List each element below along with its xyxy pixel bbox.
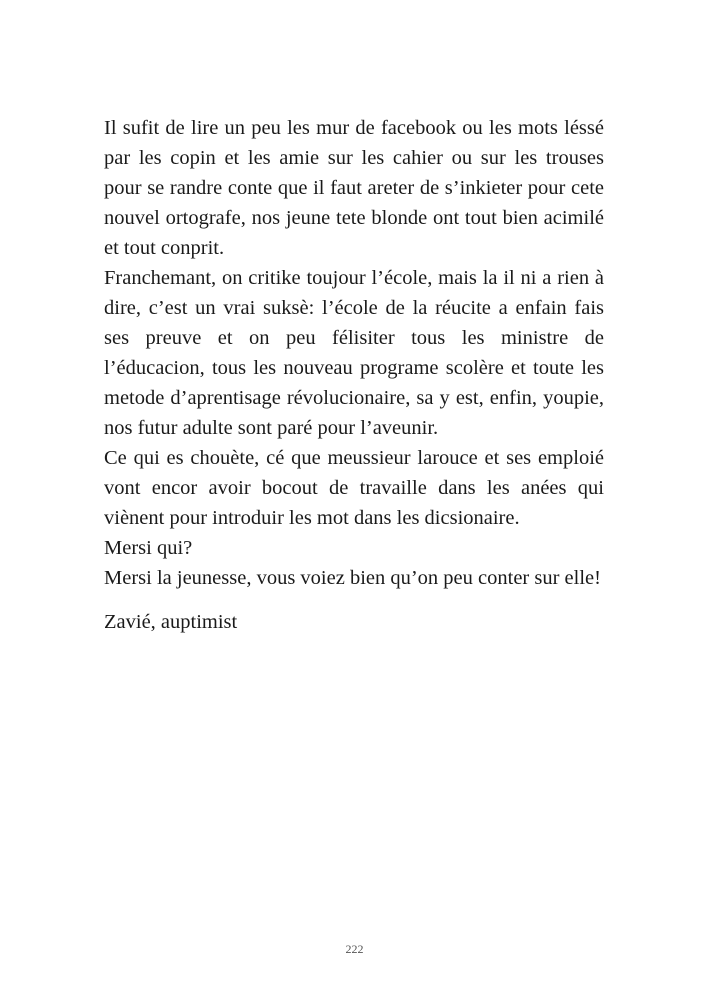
paragraph-2: Franchemant, on critike toujour l’école, mais la il ni a rien à dire, c’est un vrai suksè: l’école de la réucite a enfain fais ses preuve et on peu félisiter tous les ministre de l’éducacion, tous les nouveau programe scolère et toute les metode d’aprentisage révolucionaire, sa y est, enfin, youpie, nos futur adulte sont paré pour l’aveunir. [104,267,604,439]
page-body [104,113,604,637]
paragraph-3: Ce qui es chouète, cé que meussieur larouce et ses emploié vont encor avoir bocout de travaille dans les anées qui viènent pour introduir les mot dans les dicsionaire. [104,447,604,529]
paragraph-4: Mersi qui? [104,537,193,559]
paragraph-1: Il sufit de lire un peu les mur de facebook ou les mots léssé par les copin et les amie sur les cahier ou sur les trouses pour se randre conte que il faut areter de s’inkieter pour cete nouvel ortografe, nos jeune tete blonde ont tout bien acimilé et tout conprit. [104,117,604,259]
paragraph-5: Mersi la jeunesse, vous voiez bien qu’on peu conter sur elle! [104,567,601,589]
page-number: 222 [345,942,364,956]
signature: Zavié, auptimist [104,611,238,633]
